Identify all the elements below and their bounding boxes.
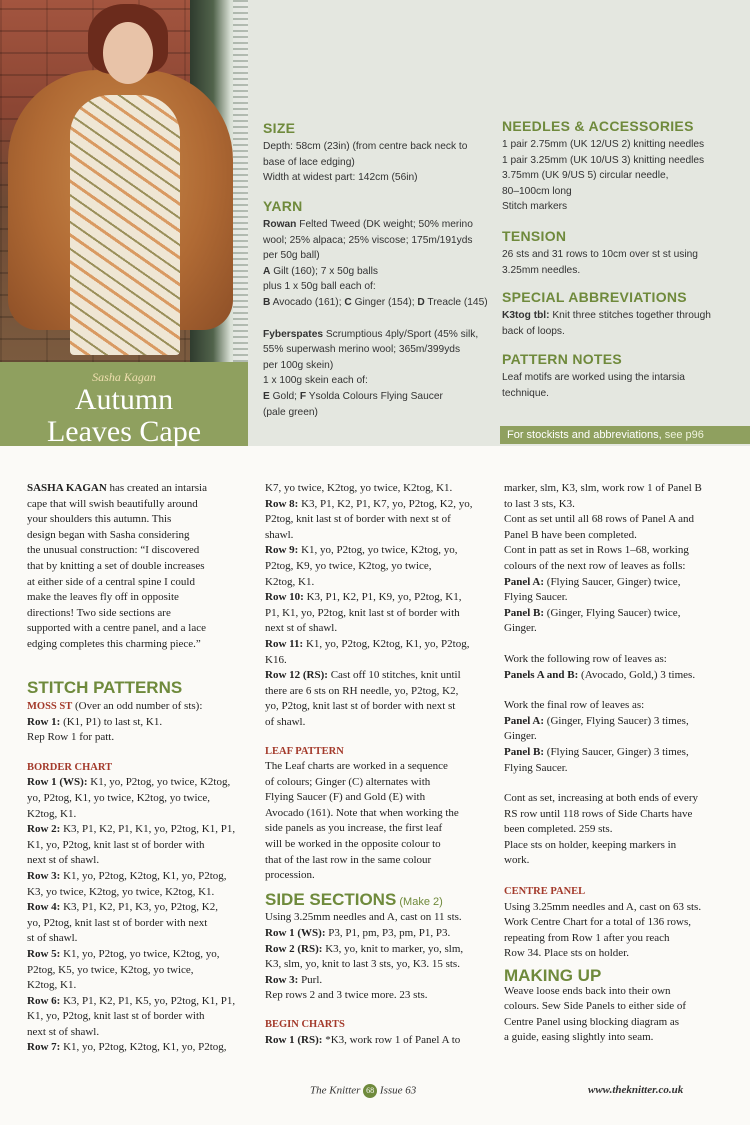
- abbreviations-heading: SPECIAL ABBREVIATIONS: [502, 289, 687, 305]
- row-text: K3, slm, yo, knit to last 3 sts, yo, K3. 15 sts.: [265, 958, 460, 971]
- row-label: Row 2 (RS):: [265, 942, 323, 955]
- yarn-label: B: [263, 296, 271, 308]
- yarn-line: per 50g ball): [263, 250, 320, 262]
- intro-line: at either side of a central spine I could: [27, 575, 195, 588]
- abbreviations-text: [502, 308, 742, 339]
- pattern-notes-section: [502, 351, 742, 401]
- panel-label: Panel B:: [504, 745, 545, 758]
- row-text: Using 3.25mm needles and A, cast on 11 sts.: [265, 911, 462, 924]
- row-text: a guide, easing slightly into seam.: [504, 1031, 654, 1044]
- tension-section: [502, 228, 742, 278]
- row-text: *K3, work row 1 of Panel A to: [322, 1033, 461, 1046]
- stockists-text: For stockists and abbreviations,: [507, 429, 665, 441]
- abbreviations-section: [502, 289, 742, 339]
- row-text: of shawl.: [265, 715, 306, 728]
- row-text: Ginger.: [504, 730, 537, 743]
- tension-line: 3.25mm needles.: [502, 264, 581, 276]
- panel-label: Panels A and B:: [504, 668, 579, 681]
- intro-lead: SASHA KAGAN: [27, 482, 107, 494]
- row-text: RS row until 118 rows of Side Charts have: [504, 807, 693, 820]
- author-name: Sasha Kagan: [92, 370, 156, 384]
- row-label: Row 3:: [265, 973, 299, 986]
- row-text: K1, yo, P2tog, yo twice, K2tog, yo,: [60, 947, 220, 960]
- yarn-line: Ysolda Colours Flying Saucer: [306, 390, 443, 402]
- row-text: K1, yo, P2tog, K2tog, K1, yo, P2tog,: [303, 637, 470, 650]
- row-text: Centre Panel using blocking diagram as: [504, 1015, 680, 1028]
- row-text: (Avocado, Gold,) 3 times.: [578, 668, 696, 681]
- row-text: Row 34. Place sts on holder.: [504, 947, 629, 960]
- row-label: Row 2:: [27, 823, 61, 836]
- notes-line: technique.: [502, 387, 550, 399]
- making-up: [504, 968, 740, 1046]
- row-text: Panel B have been completed.: [504, 528, 637, 541]
- row-text: Rep Row 1 for patt.: [27, 731, 115, 744]
- row-label: Row 1 (WS):: [27, 776, 88, 789]
- size-line: Depth: 58cm (23in) (from centre back neck to: [263, 141, 468, 152]
- stitch-patterns-column: [27, 678, 252, 1056]
- tension-text: [502, 247, 742, 278]
- row-text: Cont as set until all 68 rows of Panel A and: [504, 513, 695, 526]
- row-text: Cont in patt as set in Rows 1–68, working: [504, 544, 689, 557]
- row-text: K3, yo twice, K2tog, yo twice, K2tog, K1.: [27, 885, 215, 898]
- yarn-text: [263, 217, 495, 420]
- size-line: Width at widest part: 142cm (56in): [263, 172, 418, 184]
- intro-line: directions! Two side sections are: [27, 606, 171, 619]
- intro-line: cape that will swish beautifully around: [27, 497, 198, 510]
- row-text: Cont as set, increasing at both ends of every: [504, 792, 698, 805]
- row-label: Row 11:: [265, 637, 304, 650]
- row-label: Row 1 (WS):: [265, 927, 326, 940]
- side-sections-heading: SIDE SECTIONS: [265, 889, 397, 909]
- yarn-label: A: [263, 265, 271, 277]
- row-text: next st of shawl.: [27, 854, 100, 867]
- magazine-name: The Knitter: [310, 1084, 361, 1097]
- yarn-brand-rowan: Rowan: [263, 219, 297, 230]
- row-label: Row 6:: [27, 994, 61, 1007]
- yarn-line: 1 x 100g skein each of:: [263, 375, 368, 387]
- yarn-line: Gilt (160); 7 x 50g balls: [270, 265, 378, 277]
- row-text: (Ginger, Flying Saucer) twice,: [544, 606, 681, 619]
- abbreviation-line: back of loops.: [502, 325, 565, 337]
- row-text: Ginger.: [504, 622, 537, 635]
- leaf-pattern-heading: LEAF PATTERN: [265, 745, 344, 757]
- notes-line: Leaf motifs are worked using the intarsia: [502, 372, 685, 383]
- yarn-section: [263, 198, 495, 420]
- row-text: there are 6 sts on RH needle, yo, P2tog, K2,: [265, 684, 459, 697]
- leaf-line: of colours; Ginger (C) alternates with: [265, 775, 431, 788]
- yarn-label: D: [417, 296, 425, 308]
- row-text: Place sts on holder, keeping markers in: [504, 838, 677, 851]
- yarn-line: plus 1 x 50g ball each of:: [263, 281, 376, 293]
- needles-heading: NEEDLES & ACCESSORIES: [502, 118, 694, 134]
- row-label: Row 5:: [27, 947, 61, 960]
- row-text: K1, yo, P2tog, knit last st of border with: [27, 838, 205, 851]
- leaf-line: procession.: [265, 869, 315, 882]
- row-text: Purl.: [298, 973, 323, 986]
- row-text: to last 3 sts, K3.: [504, 497, 575, 510]
- yarn-label: C: [344, 296, 352, 308]
- footer-magazine: [310, 1084, 416, 1098]
- row-text: K3, P1, K2, P1, K7, yo, P2tog, K2, yo,: [298, 497, 473, 510]
- pattern-notes-heading: PATTERN NOTES: [502, 351, 623, 367]
- leaf-line: Flying Saucer (F) and Gold (E) with: [265, 791, 426, 804]
- yarn-line: Gold;: [269, 390, 300, 402]
- row-text: colours. Sew Side Panels to either side of: [504, 1000, 687, 1013]
- row-text: P2tog, knit last st of border with next st of: [265, 513, 451, 526]
- row-text: (K1, P1) to last st, K1.: [60, 715, 163, 728]
- row-text: K3, P1, K2, P1, K1, yo, P2tog, K1, P1,: [60, 823, 236, 836]
- intro-line: design began with Sasha considering: [27, 528, 190, 541]
- row-text: K3, P1, K2, P1, K5, yo, P2tog, K1, P1,: [60, 994, 236, 1007]
- leaf-line: that of the last row in the same colour: [265, 853, 432, 866]
- intro-line: supported with a centre panel, and a lace: [27, 622, 206, 635]
- row-text: Cast off 10 stitches, knit until: [327, 669, 461, 682]
- row-text: K2tog, K1.: [265, 575, 315, 588]
- yarn-line: wool; 25% alpaca; 25% viscose; 175m/191yds: [263, 234, 473, 246]
- row-text: work.: [504, 854, 530, 867]
- row-text: Flying Saucer.: [504, 761, 568, 774]
- row-label: Row 1 (RS):: [265, 1033, 323, 1046]
- row-text: K1, yo, P2tog, knit last st of border with: [27, 1010, 205, 1023]
- row-text: next st of shawl.: [27, 1025, 100, 1038]
- yarn-line: Treacle (145): [424, 296, 488, 308]
- issue-number: Issue 63: [379, 1084, 417, 1097]
- panel-label: Panel B:: [504, 606, 545, 619]
- row-text: Work Centre Chart for a total of 136 rows,: [504, 916, 691, 929]
- yarn-brand-fyberspates: Fyberspates: [263, 328, 324, 340]
- moss-stitch-heading: MOSS ST: [27, 701, 73, 712]
- size-text: [263, 139, 493, 186]
- row-text: Rep rows 2 and 3 twice more. 23 sts.: [265, 989, 428, 1002]
- leaf-line: Avocado (161). Note that when working the: [265, 806, 459, 819]
- row-text: K1, yo, P2tog, K2tog, K1, yo, P2tog,: [60, 869, 227, 882]
- row-text: K3, P1, K2, P1, K3, yo, P2tog, K2,: [60, 901, 218, 914]
- row-text: next st of shawl.: [265, 622, 338, 635]
- border-chart: [27, 760, 252, 1056]
- pattern-title: [0, 384, 248, 448]
- row-text: marker, slm, K3, slm, work row 1 of Panel B: [504, 482, 702, 494]
- yarn-label: F: [299, 390, 307, 402]
- intro-line: the unusual construction: “I discovered: [27, 544, 200, 557]
- needles-line: 3.75mm (UK 9/US 5) circular needle,: [502, 170, 669, 182]
- row-text: yo, P2tog, knit last st of border with next st: [265, 700, 456, 713]
- making-up-heading: MAKING UP: [504, 966, 602, 986]
- needles-line: 80–100cm long: [502, 185, 572, 197]
- yarn-line: Scrumptious 4ply/Sport (45% silk,: [323, 328, 479, 340]
- moss-stitch: [27, 699, 252, 746]
- intro-line: your shoulders this autumn. This: [27, 513, 172, 526]
- yarn-line: per 100g skein): [263, 359, 334, 371]
- intro-line: make the leaves fly off in opposite: [27, 591, 179, 604]
- row-text: K1, yo, P2tog, yo twice, K2tog,: [87, 776, 231, 789]
- centre-panel: [504, 884, 740, 962]
- row-label: Row 9:: [265, 544, 299, 557]
- side-sections: [265, 889, 493, 1004]
- size-heading: SIZE: [263, 120, 296, 136]
- leaf-pattern: [265, 744, 493, 884]
- row-text: st of shawl.: [27, 932, 78, 945]
- row-text: Work the final row of leaves as:: [504, 699, 645, 712]
- leaf-line: The Leaf charts are worked in a sequence: [265, 760, 448, 773]
- yarn-line: Felted Tweed (DK weight; 50% merino: [296, 219, 473, 230]
- row-text: K2tog, K1.: [27, 807, 77, 820]
- row-text: (Flying Saucer, Ginger) 3 times,: [544, 745, 689, 758]
- row-text: K1, yo, P2tog, yo twice, K2tog, yo,: [298, 544, 458, 557]
- leaf-line: will be worked in the opposite colour to: [265, 838, 441, 851]
- row-label: Row 12 (RS):: [265, 669, 328, 682]
- size-section: [263, 120, 493, 186]
- row-text: yo, P2tog, knit last st of border with next: [27, 916, 208, 929]
- yarn-line: Ginger (154);: [351, 296, 418, 308]
- row-text: K3, yo, knit to marker, yo, slm,: [322, 942, 464, 955]
- yarn-line: (pale green): [263, 406, 318, 418]
- centre-panel-heading: CENTRE PANEL: [504, 886, 586, 898]
- model-face: [103, 22, 153, 84]
- row-text: Flying Saucer.: [504, 591, 568, 604]
- footer-url[interactable]: www.theknitter.co.uk: [588, 1084, 684, 1096]
- row-text: been completed. 259 sts.: [504, 823, 613, 836]
- row-label: Row 8:: [265, 497, 299, 510]
- row-text: Weave loose ends back into their own: [504, 984, 671, 997]
- row-text: P2tog, K5, yo twice, K2tog, yo twice,: [27, 963, 194, 976]
- row-label: Row 10:: [265, 591, 304, 604]
- row-text: Work the following row of leaves as:: [504, 652, 667, 665]
- abbreviation-term: K3tog tbl:: [502, 310, 550, 321]
- intro-paragraph: [27, 481, 237, 653]
- needles-text: [502, 137, 742, 215]
- begin-charts-heading: BEGIN CHARTS: [265, 1019, 345, 1030]
- intro-line: edging completes this charming piece.”: [27, 637, 201, 650]
- tension-heading: TENSION: [502, 228, 567, 244]
- title-line-2: Leaves Cape: [46, 415, 202, 448]
- leaf-line: side panels as you increase, the first leaf: [265, 822, 443, 835]
- row-text: P3, P1, pm, P3, pm, P1, P3.: [325, 927, 451, 940]
- abbreviation-line: Knit three stitches together through: [549, 310, 711, 321]
- pattern-column-3: [504, 481, 740, 1046]
- pattern-column-2: [265, 481, 493, 1048]
- yarn-line: Avocado (161);: [270, 296, 345, 308]
- row-text: yo, P2tog, K1, yo twice, K2tog, yo twice,: [27, 791, 211, 804]
- intro-line: that by knitting a set of double increases: [27, 559, 205, 572]
- row-text: K7, yo twice, K2tog, yo twice, K2tog, K1.: [265, 482, 453, 494]
- pattern-notes-text: [502, 370, 742, 401]
- tension-line: 26 sts and 31 rows to 10cm over st st using: [502, 249, 698, 260]
- needles-section: [502, 118, 742, 215]
- stockists-page-ref: see p96: [664, 429, 704, 441]
- row-text: colours of the next row of leaves as folls:: [504, 559, 686, 572]
- yarn-line: 55% superwash merino wool; 365m/399yds: [263, 344, 461, 356]
- row-label: Row 3:: [27, 869, 61, 882]
- row-text: K2tog, K1.: [27, 979, 77, 992]
- row-label: Row 7:: [27, 1041, 61, 1054]
- panel-label: Panel A:: [504, 714, 545, 727]
- row-text: P2tog, K9, yo twice, K2tog, yo twice,: [265, 559, 432, 572]
- begin-charts: [265, 1017, 493, 1048]
- stitch-patterns-heading: STITCH PATTERNS: [27, 678, 183, 697]
- cover-photo: [0, 0, 248, 362]
- row-text: (Ginger, Flying Saucer) 3 times,: [544, 714, 689, 727]
- row-label: Row 4:: [27, 901, 61, 914]
- row-text: repeating from Row 1 after you reach: [504, 931, 670, 944]
- yarn-label: E: [263, 390, 270, 402]
- needles-line: 1 pair 3.25mm (UK 10/US 3) knitting needles: [502, 154, 705, 166]
- side-sections-note: (Make 2): [396, 895, 443, 908]
- row-text: shawl.: [265, 528, 294, 541]
- needles-line: Stitch markers: [502, 201, 568, 213]
- stockists-bar: [500, 426, 750, 444]
- panel-label: Panel A:: [504, 575, 545, 588]
- needles-line: 1 pair 2.75mm (UK 12/US 2) knitting needles: [502, 139, 705, 150]
- title-banner: [0, 362, 248, 446]
- row-text: Using 3.25mm needles and A, cast on 63 sts.: [504, 900, 702, 913]
- row-text: (Flying Saucer, Ginger) twice,: [544, 575, 681, 588]
- row-text: K3, P1, K2, P1, K9, yo, P2tog, K1,: [303, 591, 462, 604]
- yarn-heading: YARN: [263, 198, 303, 214]
- title-line-1: Autumn: [74, 383, 174, 416]
- page-number: 68: [363, 1084, 377, 1098]
- row-label: Row 1:: [27, 715, 61, 728]
- row-text: P1, K1, yo, P2tog, knit last st of border with: [265, 606, 460, 619]
- row-text: K1, yo, P2tog, K2tog, K1, yo, P2tog,: [60, 1041, 227, 1054]
- intro-line: has created an intarsia: [106, 482, 207, 494]
- floral-dress: [70, 95, 180, 355]
- size-line: base of lace edging): [263, 156, 355, 168]
- border-chart-heading: BORDER CHART: [27, 761, 113, 773]
- row-text: K16.: [265, 653, 287, 666]
- moss-stitch-note: (Over an odd number of sts):: [72, 700, 203, 712]
